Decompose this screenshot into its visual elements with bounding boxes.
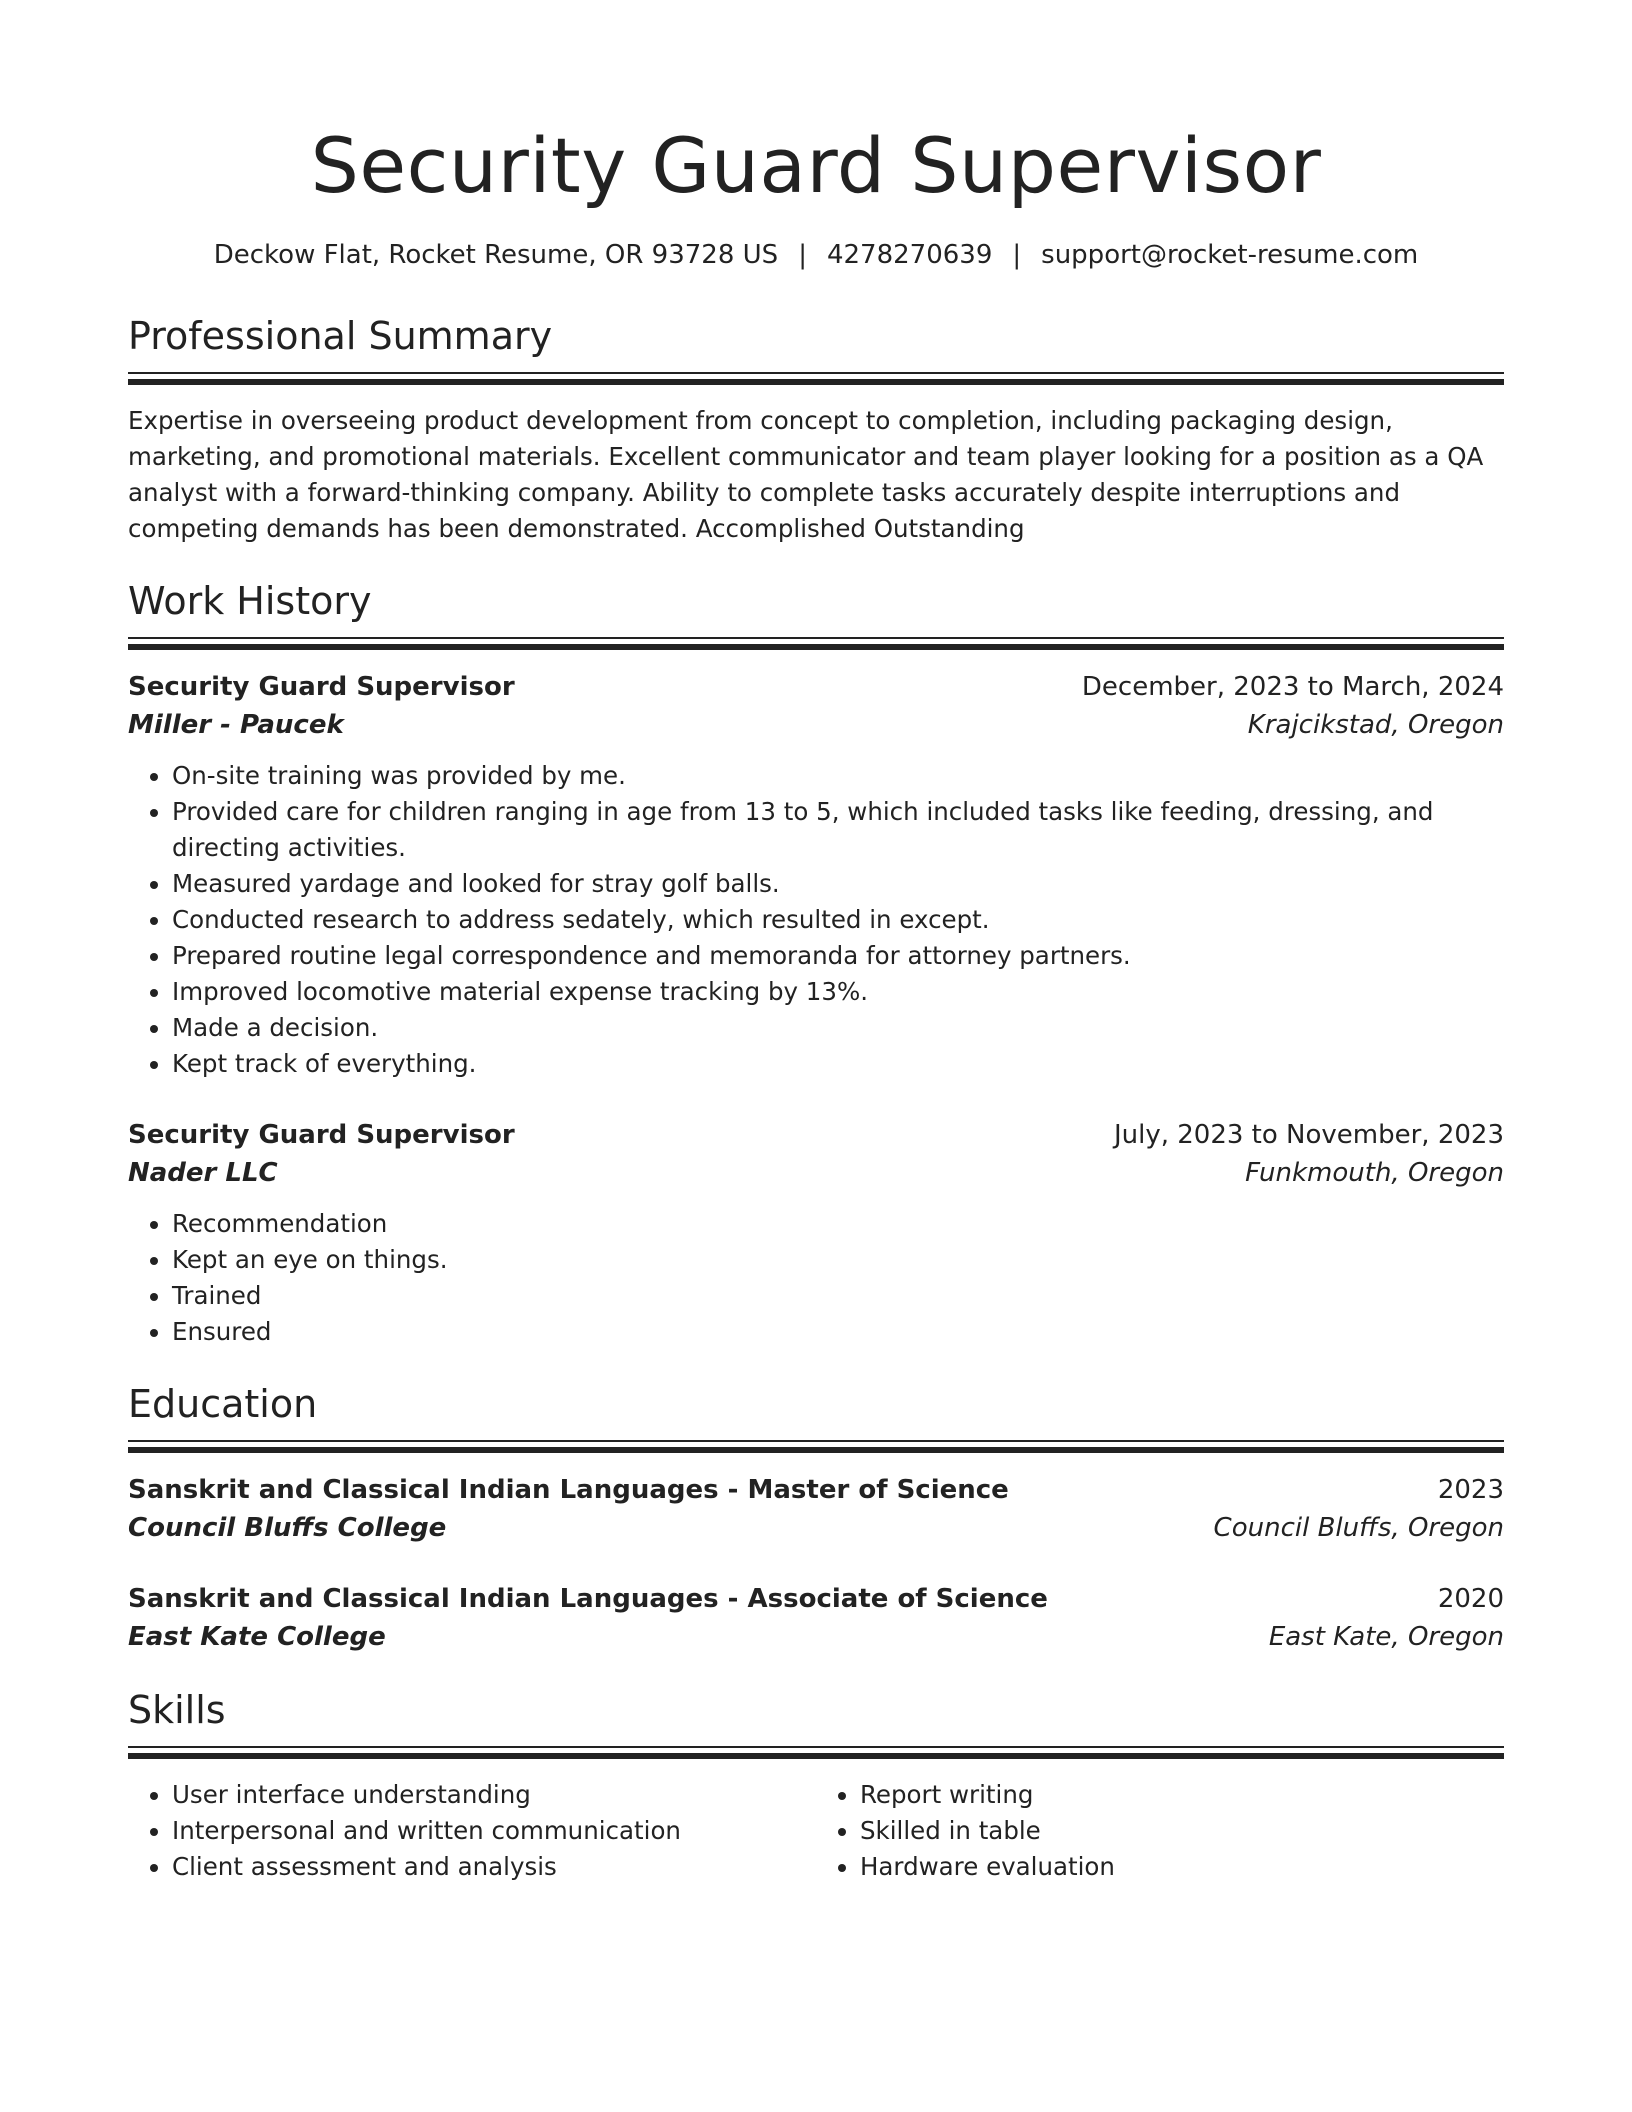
list-item: • Conducted research to address sedately, which resulted in except. [172, 902, 1504, 938]
job-role: Security Guard Supervisor [128, 1120, 515, 1150]
job-subheader [128, 706, 1504, 744]
summary-text: Expertise in overseeing product development from concept to completion, including packaging design, marketing, and promotional materials. Excellent communicator and team player looking for a position as a QA analyst with a forward-thinking company. Ability to complete tasks accurately despite interruptions and competing demands has been demonstrated. Accomplished Outstanding [128, 406, 1484, 543]
list-item: • Ensured [172, 1314, 1504, 1350]
job-location: Funkmouth, Oregon [1245, 1158, 1504, 1188]
job-header [128, 1116, 1504, 1154]
skills-grid [128, 1777, 1504, 1885]
list-item: • Improved locomotive material expense tracking by 13%. [172, 974, 1504, 1010]
skills-section [128, 1686, 1504, 1885]
section-title-work: Work History [128, 579, 372, 623]
candidate-name: Security Guard Supervisor [310, 121, 1322, 210]
education-school: Council Bluffs College [128, 1513, 447, 1543]
job-location: Krajcikstad, Oregon [1247, 710, 1504, 740]
job-entry [128, 668, 1504, 1082]
section-title-skills: Skills [128, 1688, 226, 1732]
education-subheader [128, 1618, 1504, 1656]
skill-item: • Client assessment and analysis [172, 1849, 816, 1885]
list-item: • Recommendation [172, 1206, 1504, 1242]
education-entry [128, 1580, 1504, 1656]
job-entry [128, 1116, 1504, 1350]
education-header [128, 1580, 1504, 1618]
education-entry [128, 1471, 1504, 1547]
skill-item: • User interface understanding [172, 1777, 816, 1813]
job-company: Miller - Paucek [128, 710, 344, 740]
work-section [128, 577, 1504, 1350]
skill-item: • Skilled in table [860, 1813, 1504, 1849]
section-title-summary: Professional Summary [128, 314, 553, 358]
education-degree: Sanskrit and Classical Indian Languages - Master of Science [128, 1475, 1009, 1505]
section-divider [128, 372, 1504, 385]
education-location: East Kate, Oregon [1268, 1622, 1504, 1652]
list-item: • Kept track of everything. [172, 1046, 1504, 1082]
skills-column-left [128, 1777, 816, 1885]
section-divider [128, 1746, 1504, 1759]
list-item: • Kept an eye on things. [172, 1242, 1504, 1278]
list-item: • Measured yardage and looked for stray golf balls. [172, 866, 1504, 902]
list-item: • Trained [172, 1278, 1504, 1314]
education-header [128, 1471, 1504, 1509]
job-bullets [128, 1206, 1504, 1350]
job-company: Nader LLC [128, 1158, 278, 1188]
contact-separator: | [798, 240, 807, 270]
job-subheader [128, 1154, 1504, 1192]
contact-line [128, 238, 1504, 272]
education-year: 2023 [1437, 1475, 1504, 1505]
education-subheader [128, 1509, 1504, 1547]
contact-separator: | [1012, 240, 1022, 270]
education-school: East Kate College [128, 1622, 386, 1652]
skill-item: • Hardware evaluation [860, 1849, 1504, 1885]
contact-email: support@rocket-resume.com [1041, 240, 1419, 270]
section-divider [128, 637, 1504, 650]
job-role: Security Guard Supervisor [128, 672, 515, 702]
education-location: Council Bluffs, Oregon [1213, 1513, 1504, 1543]
education-year: 2020 [1437, 1584, 1504, 1614]
skills-column-right [816, 1777, 1504, 1885]
section-divider [128, 1440, 1504, 1453]
job-dates: December, 2023 to March, 2024 [1081, 672, 1504, 702]
education-section [128, 1380, 1504, 1656]
job-bullets [128, 758, 1504, 1082]
list-item: • Provided care for children ranging in age from 13 to 5, which included tasks like feeding, dressing, and directing activities. [172, 794, 1504, 866]
section-title-education: Education [128, 1382, 318, 1426]
contact-address: Deckow Flat, Rocket Resume, OR 93728 US [213, 240, 779, 270]
list-item: • On-site training was provided by me. [172, 758, 1504, 794]
education-degree: Sanskrit and Classical Indian Languages - Associate of Science [128, 1584, 1048, 1614]
skill-item: • Report writing [860, 1777, 1504, 1813]
contact-phone: 4278270639 [826, 240, 993, 270]
list-item: • Prepared routine legal correspondence and memoranda for attorney partners. [172, 938, 1504, 974]
skill-item: • Interpersonal and written communication [172, 1813, 816, 1849]
summary-section [128, 312, 1504, 547]
job-header [128, 668, 1504, 706]
job-dates: July, 2023 to November, 2023 [1113, 1120, 1504, 1150]
list-item: • Made a decision. [172, 1010, 1504, 1046]
